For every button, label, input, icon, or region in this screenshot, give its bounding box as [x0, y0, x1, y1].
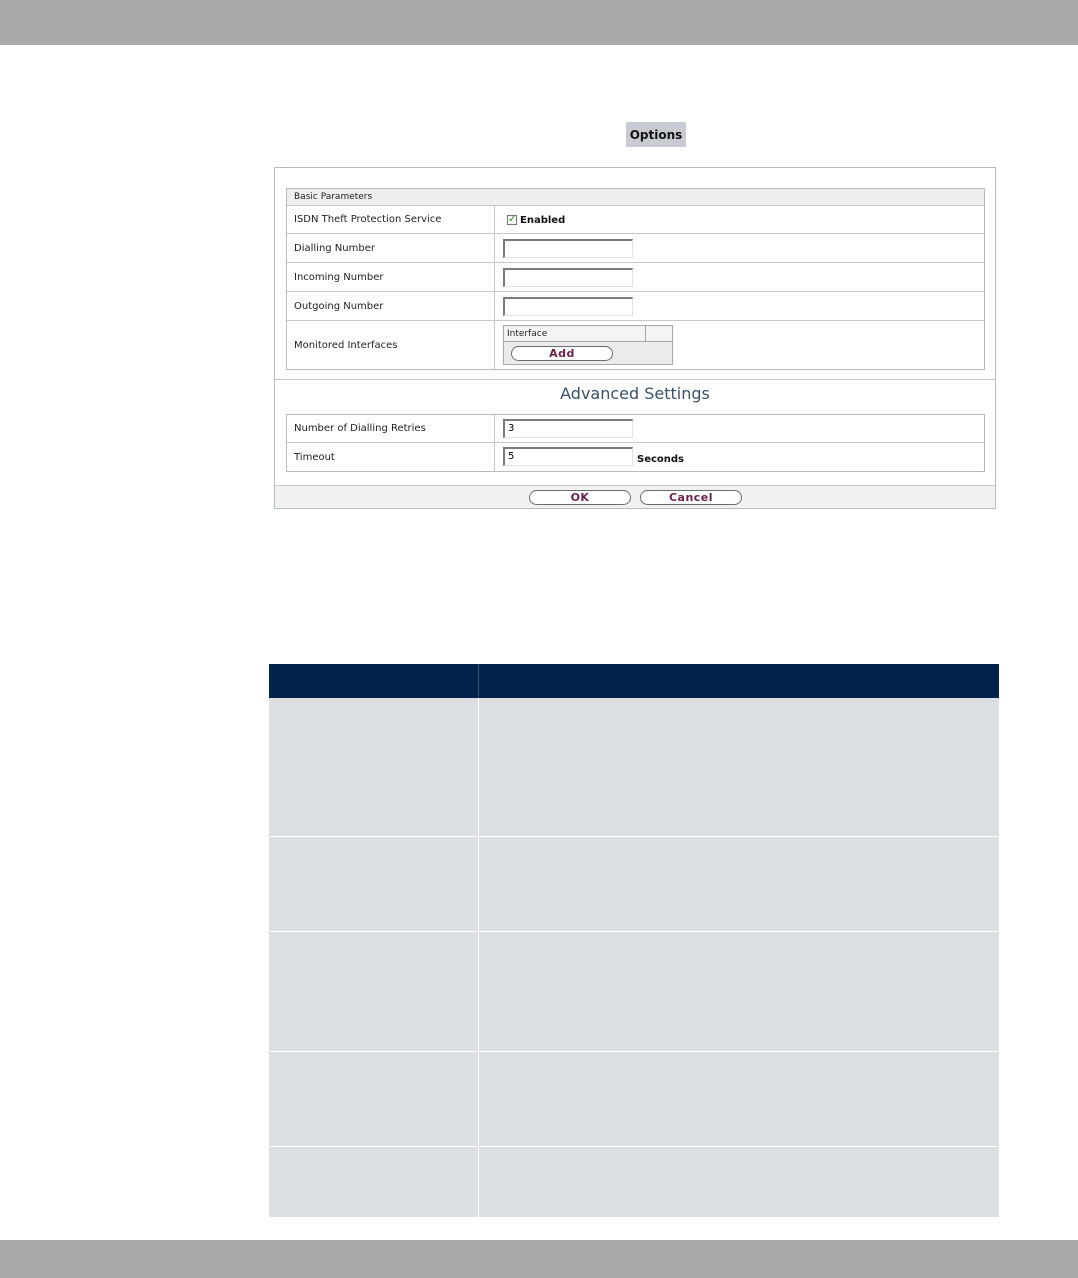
timeout-row	[287, 443, 984, 471]
table-header	[269, 664, 999, 698]
advanced-settings-title: Advanced Settings	[560, 384, 710, 403]
dialling-retries-input[interactable]: 3	[503, 419, 633, 438]
options-button[interactable]: Options	[626, 122, 686, 147]
monitored-interfaces-label: Monitored Interfaces	[287, 321, 495, 369]
timeout-unit: Seconds	[637, 454, 685, 465]
interface-column-header: Interface	[504, 326, 646, 342]
cancel-button[interactable]: Cancel	[640, 490, 742, 505]
isdn-theft-enabled-checkbox[interactable]: ✓	[508, 214, 517, 225]
incoming-number-row	[287, 263, 984, 292]
table-row	[269, 698, 999, 837]
monitored-interfaces-table	[503, 325, 673, 365]
field-description-table	[269, 664, 999, 1217]
outgoing-number-row	[287, 292, 984, 321]
timeout-label: Timeout	[287, 443, 495, 471]
table-row	[269, 837, 999, 932]
isdn-theft-enabled-label: Enabled	[520, 215, 566, 226]
advanced-separator	[275, 379, 995, 380]
dialling-retries-label: Number of Dialling Retries	[287, 415, 495, 442]
table-row	[269, 1052, 999, 1147]
incoming-number-input[interactable]	[503, 268, 633, 287]
isdn-theft-row	[287, 206, 984, 234]
outgoing-number-label: Outgoing Number	[287, 292, 495, 320]
add-interface-button[interactable]: Add	[511, 346, 613, 361]
advanced-settings-group	[286, 414, 985, 472]
top-bar	[0, 0, 1078, 45]
outgoing-number-input[interactable]	[503, 297, 633, 316]
dialling-retries-row	[287, 415, 984, 443]
table-row	[269, 932, 999, 1052]
basic-parameters-header: Basic Parameters	[287, 189, 984, 206]
form-footer	[275, 485, 995, 508]
incoming-number-label: Incoming Number	[287, 263, 495, 291]
dialling-number-row	[287, 234, 984, 263]
ok-button[interactable]: OK	[529, 490, 631, 505]
interface-column-extra	[646, 326, 672, 342]
monitored-interfaces-row	[287, 321, 984, 369]
timeout-input[interactable]: 5	[503, 447, 633, 466]
isdn-theft-label: ISDN Theft Protection Service	[287, 206, 495, 233]
bottom-bar	[0, 1240, 1078, 1278]
dialling-number-label: Dialling Number	[287, 234, 495, 262]
dialling-number-input[interactable]	[503, 239, 633, 258]
settings-form	[274, 167, 996, 509]
basic-parameters-group	[286, 188, 985, 370]
table-row	[269, 1147, 999, 1217]
